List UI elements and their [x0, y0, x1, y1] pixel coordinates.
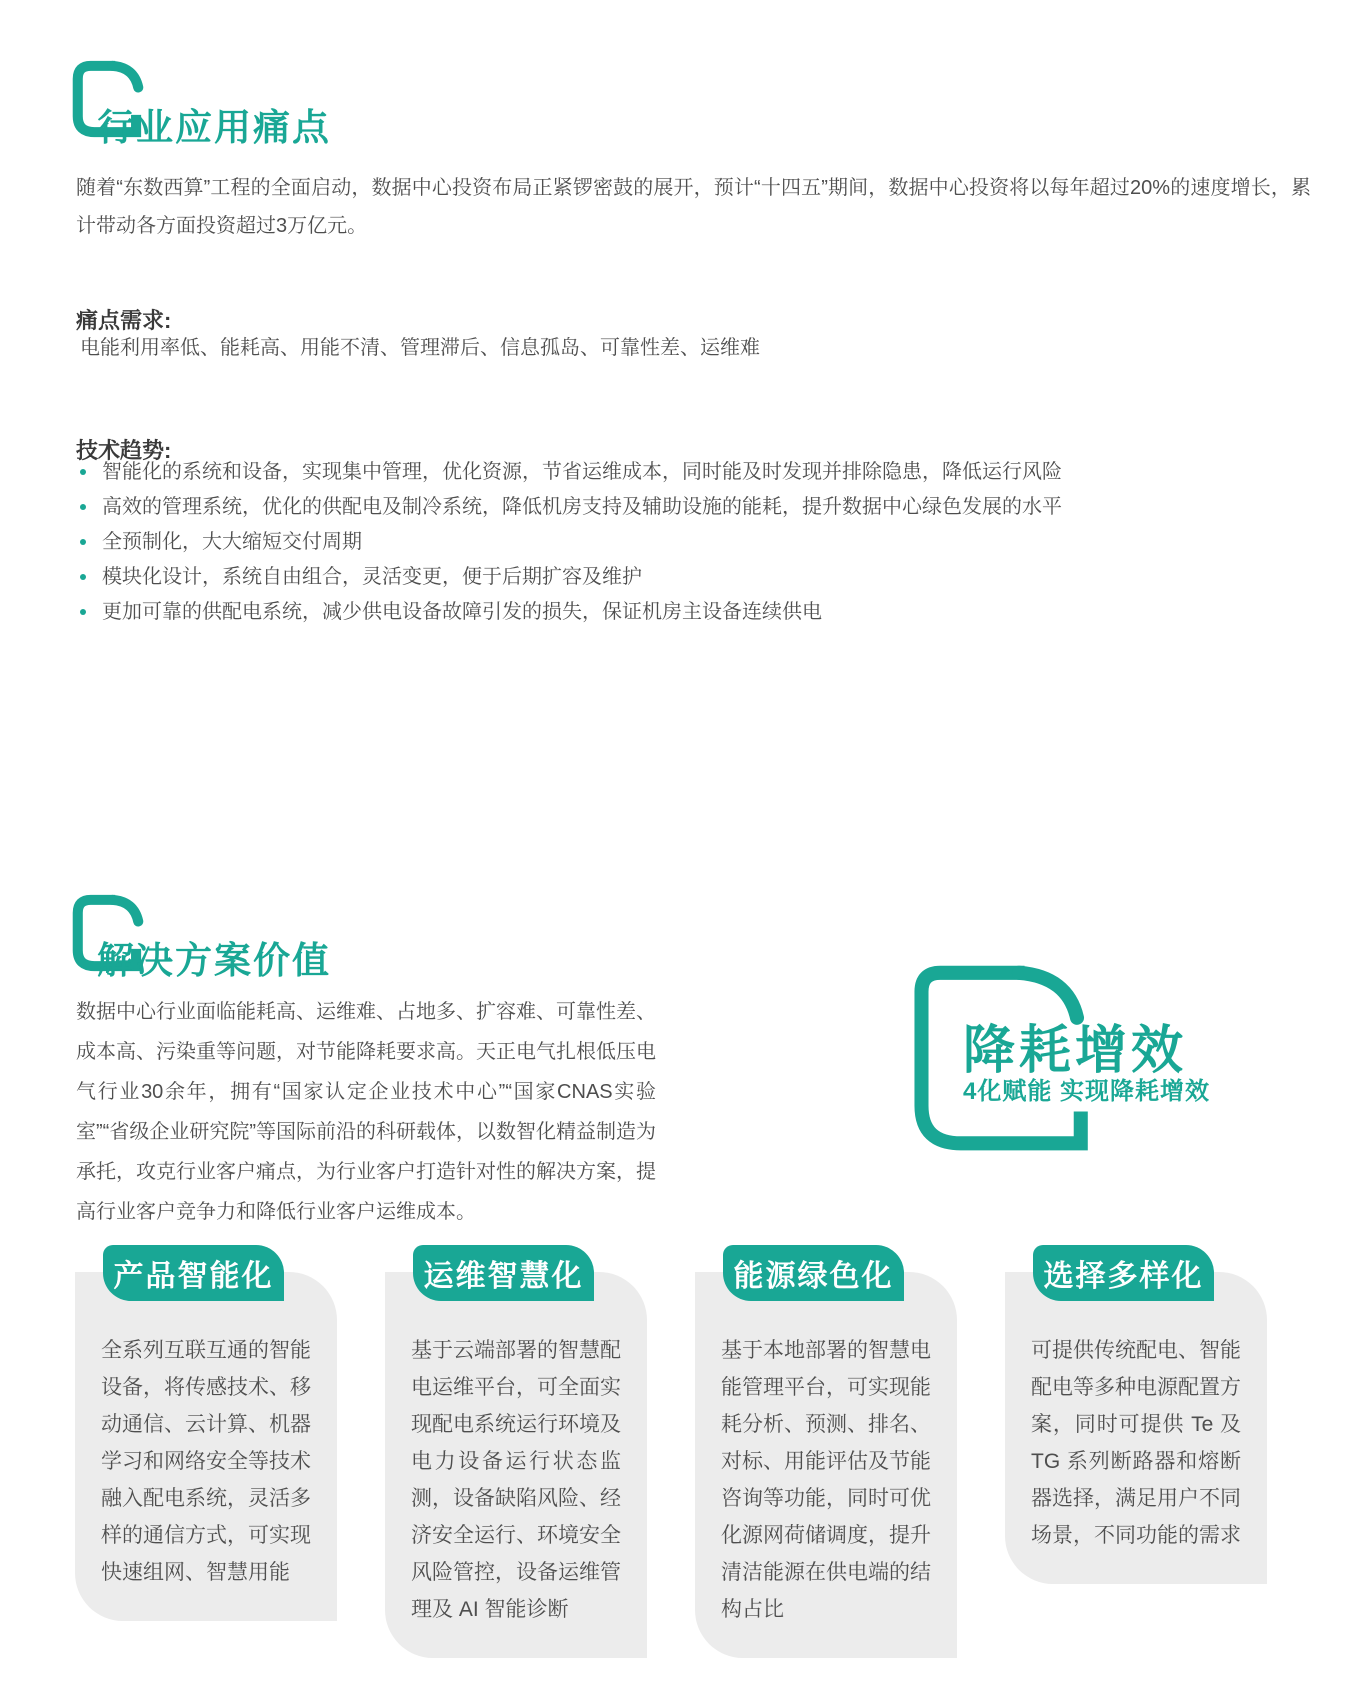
callout-title: 降耗增效: [963, 1022, 1188, 1080]
card-badge-label: 能源绿色化: [733, 1260, 894, 1293]
card-badge: [103, 1245, 284, 1301]
trend-item-text: 智能化的系统和设备，实现集中管理，优化资源，节省运维成本，同时能及时发现并排除隐患，降低运行风险: [102, 461, 1062, 483]
bullet-dot-icon: [80, 504, 86, 510]
card-badge: [723, 1245, 904, 1301]
solution-card: [1005, 1260, 1267, 1584]
card-badge-label: 产品智能化: [113, 1260, 274, 1293]
section-title-pain-points: 行业应用痛点: [97, 106, 331, 148]
solution-cards-row: [75, 1260, 1267, 1658]
pain-intro-paragraph: 随着“东数西算”工程的全面启动，数据中心投资布局正紧锣密鼓的展开，预计“十四五”期间，数据中心投资将以每年超过20%的速度增长，累计带动各方面投资超过3万亿元。: [76, 177, 1311, 237]
trend-item-text: 全预制化，大大缩短交付周期: [102, 531, 362, 553]
trend-item: [76, 567, 1062, 587]
card-body-text: 可提供传统配电、智能配电等多种电源配置方案，同时可提供 Te 及 TG 系列断路器和熔断器选择，满足用户不同场景，不同功能的需求: [1031, 1339, 1241, 1547]
solution-card: [75, 1260, 337, 1621]
trend-item: [76, 602, 1062, 622]
solution-value-paragraph: 数据中心行业面临能耗高、运维难、占地多、扩容难、可靠性差、成本高、污染重等问题，对节能降耗要求高。天正电气扎根低压电气行业30余年，拥有“国家认定企业技术中心”“国家CNAS实验室”“省级企业研究院”等国际前沿的科研载体，以数智化精益制造为承托，攻克行业客户痛点，为行业客户打造针对性的解决方案，提高行业客户竞争力和降低行业客户运维成本。: [76, 1001, 656, 1223]
solution-card: [385, 1260, 647, 1658]
bullet-dot-icon: [80, 574, 86, 580]
card-body-text: 基于本地部署的智慧电能管理平台，可实现能耗分析、预测、排名、对标、用能评估及节能咨询等功能，同时可优化源网荷储调度，提升清洁能源在供电端的结构占比: [721, 1339, 931, 1621]
pain-demand-text: 电能利用率低、能耗高、用能不清、管理滞后、信息孤岛、可靠性差、运维难: [80, 337, 760, 359]
card-badge-label: 运维智慧化: [423, 1260, 584, 1293]
trend-item-text: 更加可靠的供配电系统，减少供电设备故障引发的损失，保证机房主设备连续供电: [102, 601, 822, 623]
card-body-text: 基于云端部署的智慧配电运维平台，可全面实现配电系统运行环境及电力设备运行状态监测，设备缺陷风险、经济安全运行、环境安全风险管控，设备运维管理及 AI 智能诊断: [411, 1339, 621, 1621]
trend-item-text: 模块化设计，系统自由组合，灵活变更，便于后期扩容及维护: [102, 566, 642, 588]
card-badge: [1033, 1245, 1214, 1301]
callout-subtitle: 4化赋能 实现降耗增效: [963, 1078, 1211, 1105]
section-title-solution-value: 解决方案价值: [97, 939, 331, 981]
card-body-text: 全系列互联互通的智能设备，将传感技术、移动通信、云计算、机器学习和网络安全等技术融入配电系统，灵活多样的通信方式，可实现快速组网、智慧用能: [101, 1339, 311, 1584]
trend-item-text: 高效的管理系统，优化的供配电及制冷系统，降低机房支持及辅助设施的能耗，提升数据中心绿色发展的水平: [102, 496, 1062, 518]
bullet-dot-icon: [80, 469, 86, 475]
pain-demand-heading: 痛点需求:: [76, 308, 172, 334]
trend-item: [76, 532, 1062, 552]
card-badge-label: 选择多样化: [1043, 1260, 1204, 1293]
trend-item: [76, 462, 1062, 482]
tech-trend-heading: 技术趋势:: [76, 438, 172, 464]
trend-item: [76, 497, 1062, 517]
tech-trend-list: [76, 462, 1062, 637]
bullet-dot-icon: [80, 539, 86, 545]
solution-card: [695, 1260, 957, 1658]
bullet-dot-icon: [80, 609, 86, 615]
card-badge: [413, 1245, 594, 1301]
